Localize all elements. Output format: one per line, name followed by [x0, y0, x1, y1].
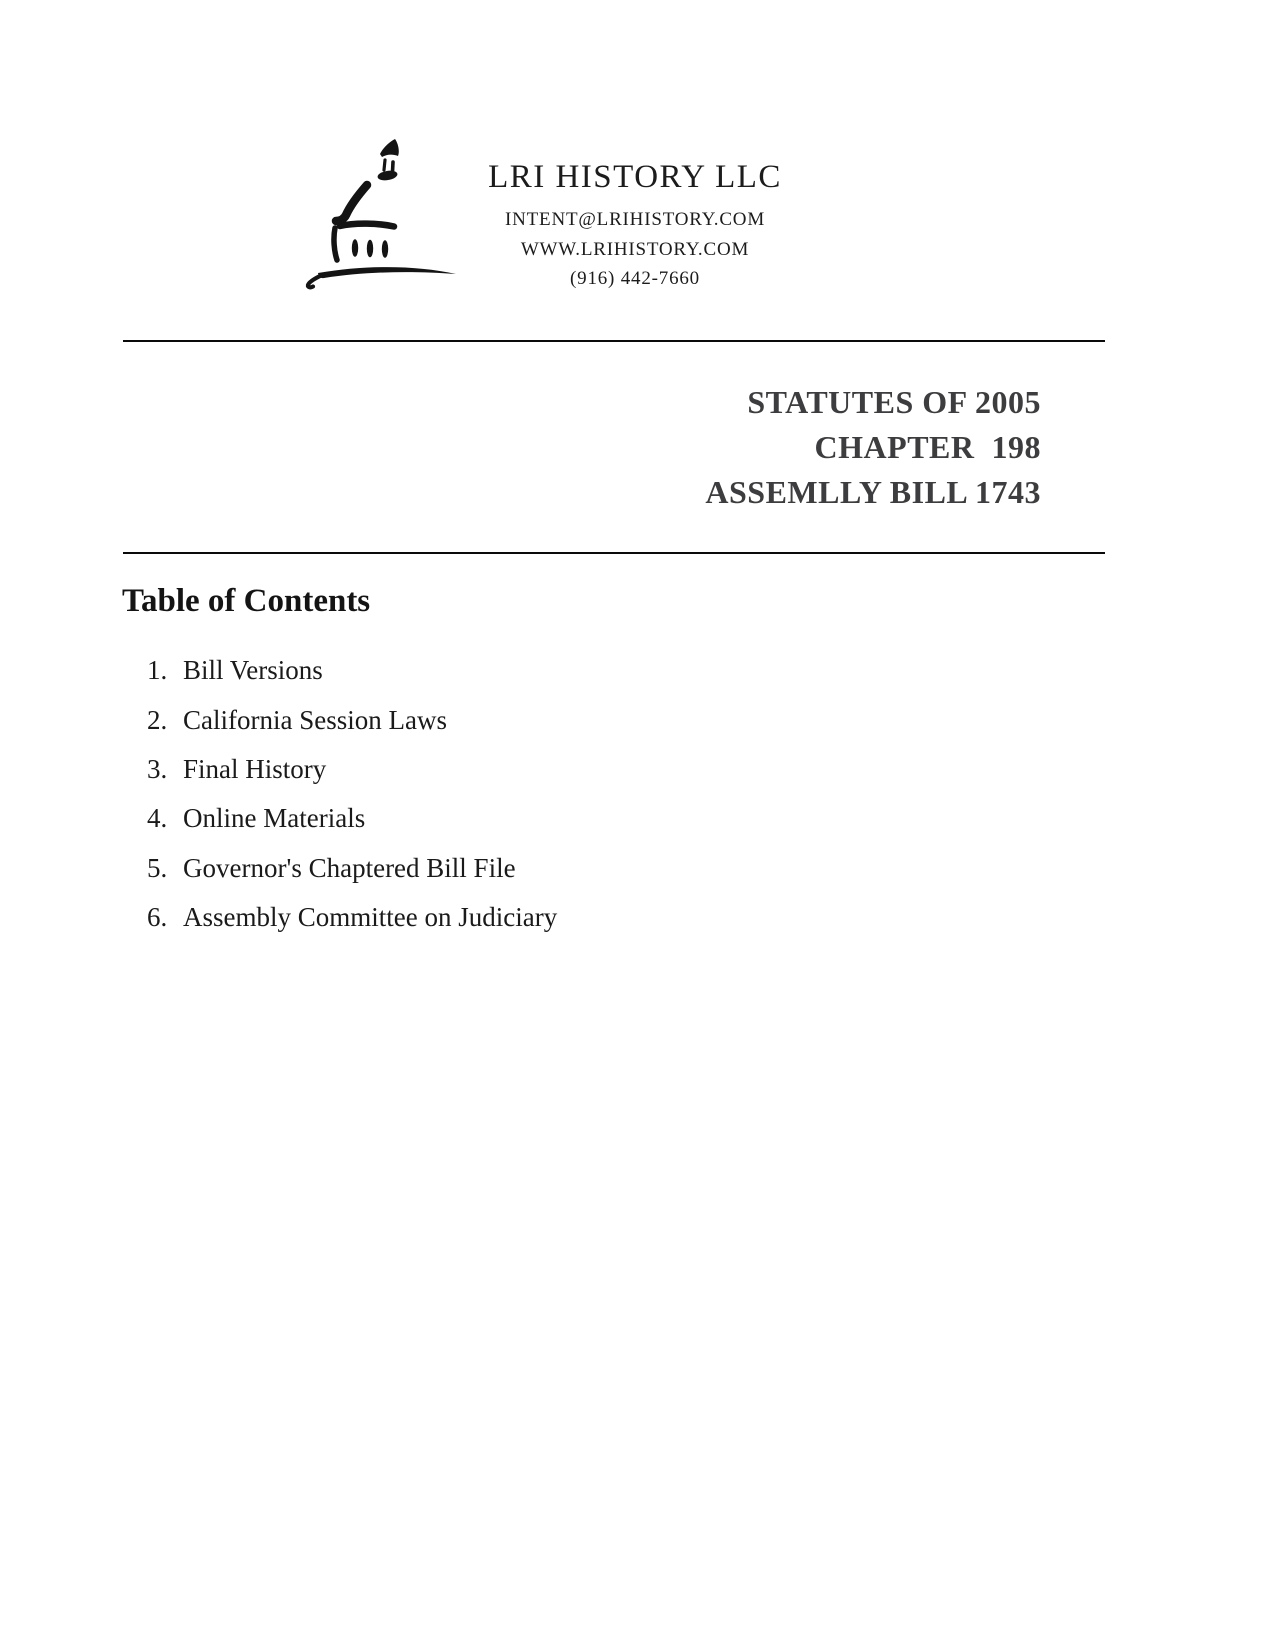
toc-item-label: California Session Laws [183, 704, 447, 735]
company-phone: (916) 442-7660 [570, 268, 700, 289]
company-name: LRI HISTORY LLC [488, 159, 782, 195]
table-of-contents [147, 646, 847, 942]
toc-item [147, 646, 847, 695]
horizontal-rule-bottom [123, 552, 1105, 554]
toc-item-label: Final History [183, 753, 327, 784]
letterhead [430, 157, 840, 294]
toc-item-number: 1. [147, 655, 168, 686]
toc-item [147, 794, 847, 843]
chapter-line: CHAPTER 198 [814, 429, 1041, 465]
toc-item-number: 5. [147, 852, 168, 883]
assembly-bill-line: ASSEMLLY BILL 1743 [705, 474, 1041, 510]
statutes-line: STATUTES OF 2005 [747, 384, 1041, 420]
toc-item-label: Online Materials [183, 803, 366, 834]
toc-item [147, 893, 847, 942]
toc-item [147, 844, 847, 893]
toc-item-number: 4. [147, 803, 168, 834]
toc-item-number: 6. [147, 902, 168, 933]
toc-item-label: Assembly Committee on Judiciary [183, 902, 558, 933]
toc-title: Table of Contents [122, 583, 371, 619]
company-website: WWW.LRIHISTORY.COM [520, 238, 750, 260]
toc-item [147, 745, 847, 794]
company-email: INTENT@LRIHISTORY.COM [504, 209, 766, 230]
toc-item-label: Governor's Chaptered Bill File [183, 852, 516, 883]
toc-item-number: 2. [147, 704, 168, 735]
toc-item-label: Bill Versions [183, 655, 323, 686]
toc-item [147, 695, 847, 744]
bill-reference-block [705, 380, 1041, 515]
horizontal-rule-top [123, 340, 1105, 342]
toc-item-number: 3. [147, 753, 168, 784]
